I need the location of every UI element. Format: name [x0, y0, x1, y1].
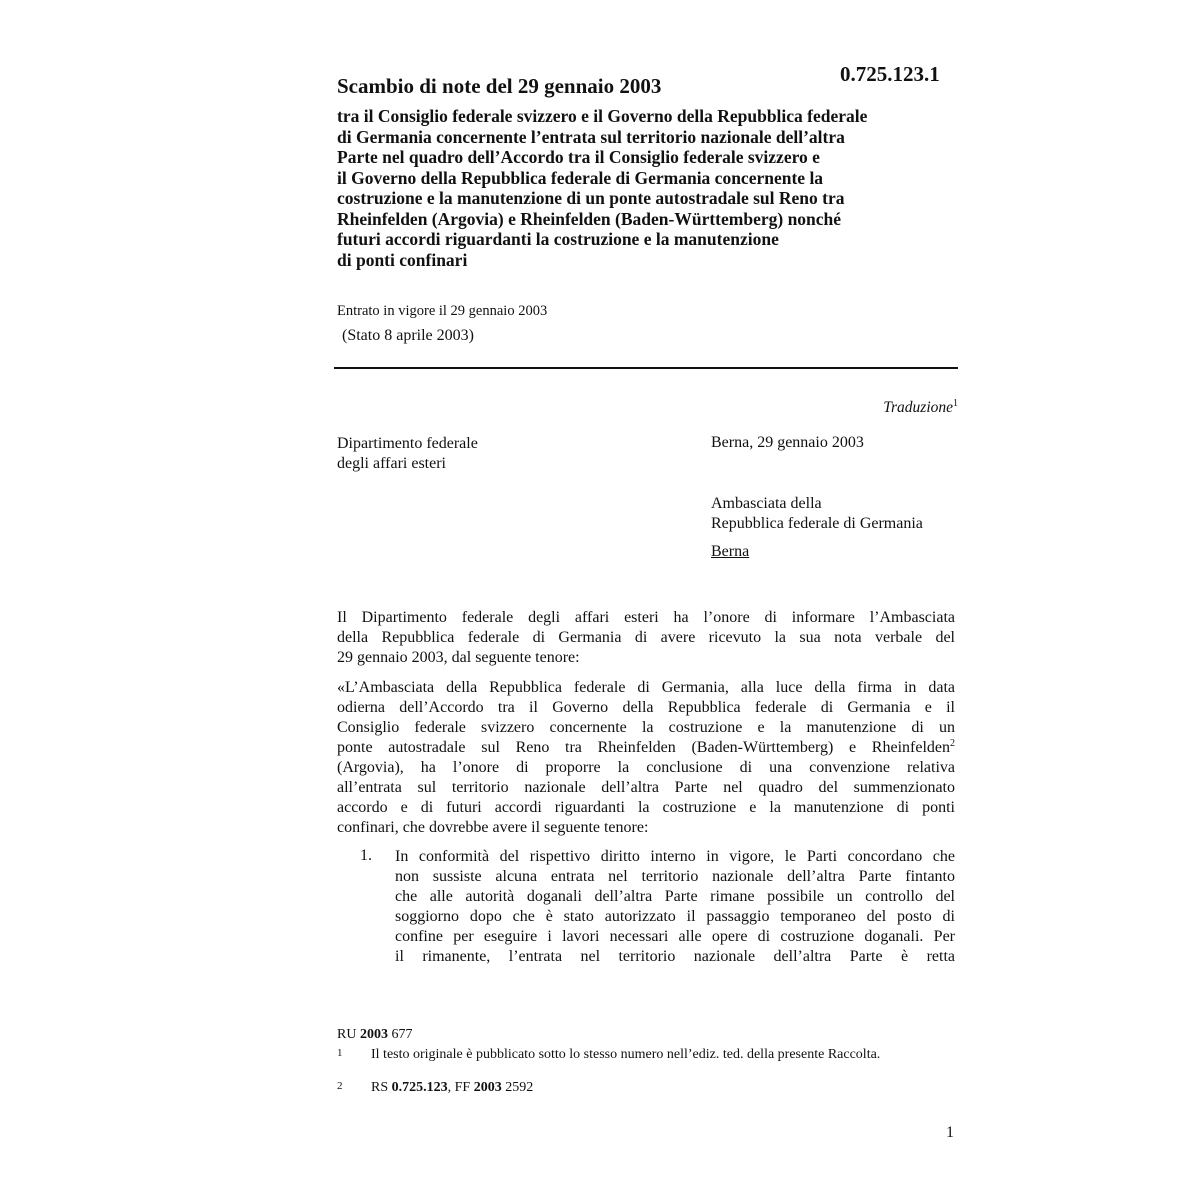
ff-year: 2003 — [473, 1080, 502, 1095]
ff-prefix: , FF — [447, 1080, 471, 1095]
document-subtitle — [337, 106, 977, 270]
rs-number[interactable]: 0.725.123 — [391, 1080, 448, 1095]
place-date: Berna, 29 gennaio 2003 — [711, 434, 864, 451]
list-item-line: soggiorno dopo che è stato autorizzato il passaggio temporaneo del posto di — [395, 908, 955, 925]
subtitle-line: costruzione e la manutenzione di un ponte autostradale sul Reno tra — [337, 188, 845, 208]
ru-prefix: RU — [337, 1027, 357, 1042]
paragraph-line: odierna dell’Accordo tra il Governo della Repubblica federale di Germania e il — [337, 699, 955, 716]
list-item — [395, 847, 955, 967]
footnote-ref-2[interactable]: 2 — [950, 738, 955, 749]
paragraph-line: della Repubblica federale di Germania di avere ricevuto la sua nota verbale del — [337, 629, 955, 646]
header-divider — [334, 367, 958, 369]
translation-label — [883, 398, 958, 417]
ru-year: 2003 — [359, 1027, 388, 1042]
list-item-line: il rimanente, l’entrata nel territorio nazionale dell’altra Parte è retta — [395, 948, 955, 965]
sender-block — [337, 434, 478, 474]
quoted-note-paragraph — [337, 678, 955, 838]
page-title: Scambio di note del 29 gennaio 2003 — [337, 74, 662, 98]
paragraph-line: all’entrata sul territorio nazionale dell’altra Parte nel quadro del summenzionato — [337, 779, 955, 796]
status-date: (Stato 8 aprile 2003) — [342, 327, 474, 344]
paragraph-line: confinari, che dovrebbe avere il seguente tenore: — [337, 819, 649, 836]
paragraph-line: Il Dipartimento federale degli affari esteri ha l’onore di informare l’Ambasciata — [337, 609, 955, 626]
footnote-number: 1 — [337, 1047, 343, 1059]
list-item-line: non sussiste alcuna entrata nel territorio nazionale dell’altra Parte fintanto — [395, 868, 955, 885]
subtitle-line: di ponti confinari — [337, 249, 468, 270]
paragraph-line: (Argovia), ha l’onore di proporre la conclusione di una convenzione relativa — [337, 759, 955, 776]
footnote-text: Il testo originale è pubblicato sotto lo stesso numero nell’ediz. ted. della presente Raccolta. — [371, 1047, 881, 1062]
page-number: 1 — [946, 1124, 954, 1141]
ru-page: 677 — [391, 1027, 413, 1042]
paragraph-line: 29 gennaio 2003, dal seguente tenore: — [337, 649, 580, 666]
entry-into-force: Entrato in vigore il 29 gennaio 2003 — [337, 303, 548, 319]
subtitle-line: il Governo della Repubblica federale di Germania concernente la — [337, 167, 824, 188]
translation-text: Traduzione — [883, 399, 953, 416]
rs-prefix: RS — [371, 1080, 389, 1095]
ff-page: 2592 — [505, 1080, 534, 1095]
footnote-text — [371, 1080, 533, 1096]
subtitle-line: futuri accordi riguardanti la costruzione e la manutenzione — [337, 229, 779, 249]
intro-paragraph — [337, 608, 955, 668]
sender-line: Dipartimento federale — [337, 435, 478, 452]
list-item-line: In conformità del rispettivo diritto interno in vigore, le Parti concordano che — [395, 848, 955, 865]
addressee-line: Repubblica federale di Germania — [711, 515, 923, 532]
paragraph-line: accordo e di futuri accordi riguardanti la costruzione e la manutenzione di ponti — [337, 799, 955, 816]
official-collection-reference — [337, 1027, 412, 1043]
addressee-line: Ambasciata della — [711, 495, 822, 512]
footnote-number: 2 — [337, 1080, 343, 1092]
footnote-ref-1[interactable]: 1 — [953, 398, 958, 409]
list-item-number: 1. — [360, 847, 372, 864]
document-number: 0.725.123.1 — [840, 62, 940, 86]
subtitle-line: di Germania concernente l’entrata sul territorio nazionale dell’altra — [337, 126, 845, 147]
subtitle-line: Parte nel quadro dell’Accordo tra il Consiglio federale svizzero e — [337, 147, 820, 167]
paragraph-line: Consiglio federale svizzero concernente la costruzione e la manutenzione di un — [337, 719, 955, 736]
subtitle-line: tra il Consiglio federale svizzero e il Governo della Repubblica federale — [337, 106, 868, 126]
paragraph-line-text: ponte autostradale sul Reno tra Rheinfelden (Baden-Württemberg) e Rheinfelden — [337, 739, 950, 756]
addressee-block — [711, 494, 923, 562]
paragraph-line: «L’Ambasciata della Repubblica federale di Germania, alla luce della firma in data — [337, 679, 955, 696]
sender-line: degli affari esteri — [337, 455, 446, 472]
subtitle-line: Rheinfelden (Argovia) e Rheinfelden (Baden-Württemberg) nonché — [337, 208, 842, 229]
list-item-line: confine per eseguire i lavori necessari alle opere di costruzione doganali. Per — [395, 928, 955, 945]
addressee-city: Berna — [711, 543, 750, 560]
list-item-line: che alle autorità doganali dell’altra Parte rimane possibile un controllo del — [395, 888, 955, 905]
paragraph-line — [337, 738, 955, 758]
